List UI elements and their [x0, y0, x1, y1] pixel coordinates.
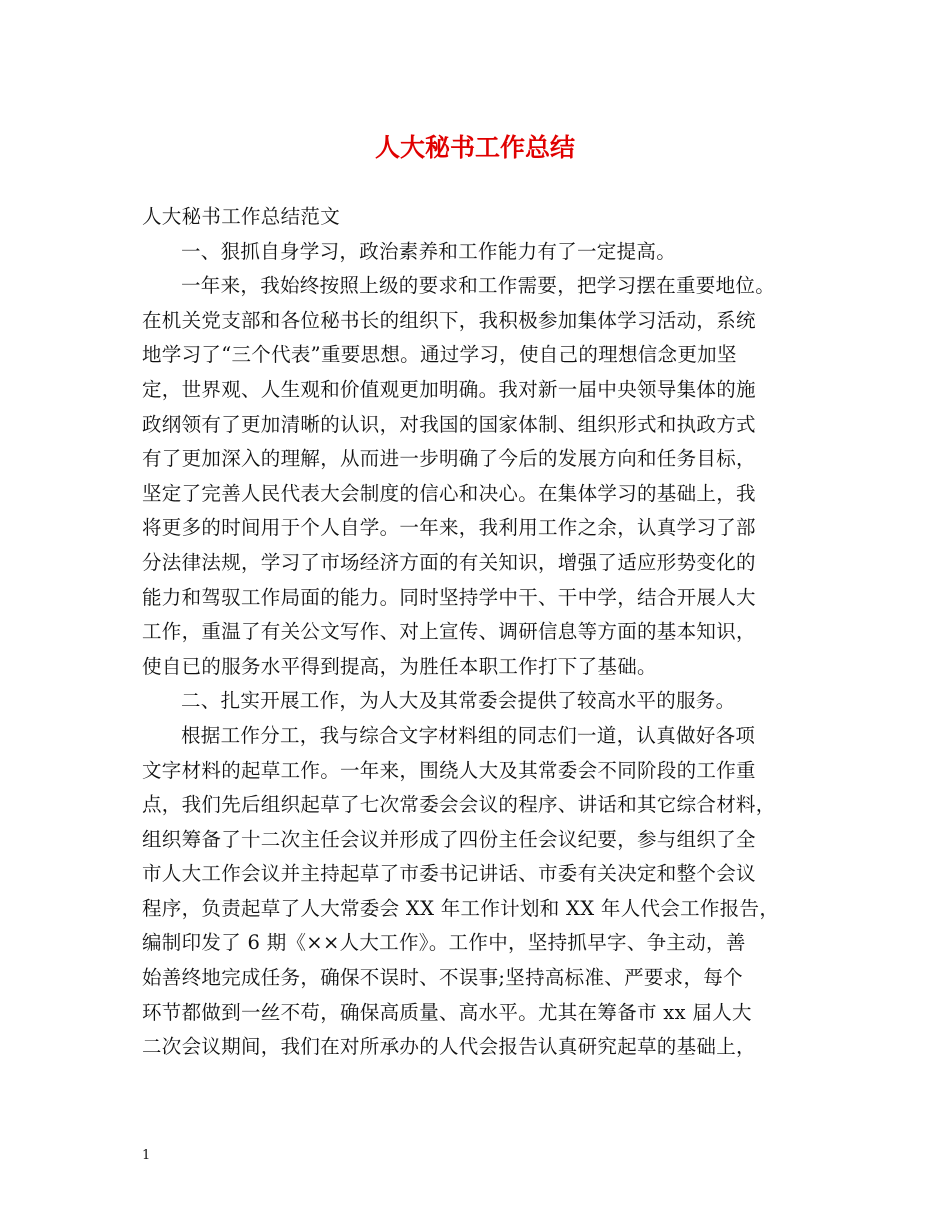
- text-line: 市人大工作会议并主持起草了市委书记讲话、市委有关决定和整个会议: [142, 862, 756, 886]
- text-line: 组织筹备了十二次主任会议并形成了四份主任会议纪要，参与组织了全: [142, 827, 756, 851]
- text-line: 在机关党支部和各位秘书长的组织下，我积极参加集体学习活动，系统: [142, 308, 756, 332]
- text-line: 点，我们先后组织起草了七次常委会会议的程序、讲话和其它综合材料，: [142, 793, 776, 817]
- text-line: 始善终地完成任务，确保不误时、不误事;坚持高标准、严要求，每个: [142, 966, 743, 990]
- text-line: 环节都做到一丝不苟，确保高质量、高水平。尤其在筹备市 xx 届人大: [142, 1000, 752, 1024]
- text-line: 文字材料的起草工作。一年来，围绕人大及其常委会不同阶段的工作重: [142, 758, 756, 782]
- text-line: 能力和驾驭工作局面的能力。同时坚持学中干、干中学，结合开展人大: [142, 585, 756, 609]
- text-line: 工作，重温了有关公文写作、对上宣传、调研信息等方面的基本知识，: [142, 620, 756, 644]
- text-line: 一、狠抓自身学习，政治素养和工作能力有了一定提高。: [181, 239, 677, 263]
- text-line: 二、扎实开展工作，为人大及其常委会提供了较高水平的服务。: [181, 689, 736, 713]
- text-line: 政纲领有了更加清晰的认识，对我国的国家体制、组织形式和执政方式: [142, 412, 756, 436]
- text-line: 地学习了“三个代表”重要思想。通过学习，使自己的理想信念更加坚: [142, 343, 737, 367]
- text-line: 使自已的服务水平得到提高，为胜任本职工作打下了基础。: [142, 654, 657, 678]
- text-line: 定，世界观、人生观和价值观更加明确。我对新一届中央领导集体的施: [142, 377, 756, 401]
- text-line: 分法律法规，学习了市场经济方面的有关知识，增强了适应形势变化的: [142, 550, 756, 574]
- page-number: 1: [142, 1148, 151, 1163]
- document-body: [142, 200, 842, 1065]
- text-line: 二次会议期间，我们在对所承办的人代会报告认真研究起草的基础上，: [142, 1035, 756, 1059]
- text-line: 一年来，我始终按照上级的要求和工作需要，把学习摆在重要地位。: [181, 274, 776, 298]
- text-line: 根据工作分工，我与综合文字材料组的同志们一道，认真做好各项: [181, 723, 756, 747]
- text-line: 编制印发了 6 期《××人大工作》。工作中，坚持抓早字、争主动，善: [142, 931, 746, 955]
- text-line: 将更多的时间用于个人自学。一年来，我利用工作之余，认真学习了部: [142, 516, 756, 540]
- text-line: 程序，负责起草了人大常委会 XX 年工作计划和 XX 年人代会工作报告，: [142, 896, 780, 920]
- text-line: 坚定了完善人民代表大会制度的信心和决心。在集体学习的基础上，我: [142, 481, 756, 505]
- text-line: 有了更加深入的理解，从而进一步明确了今后的发展方向和任务目标，: [142, 447, 756, 471]
- document-title: 人大秘书工作总结: [374, 133, 575, 162]
- text-line: 人大秘书工作总结范文: [142, 205, 341, 228]
